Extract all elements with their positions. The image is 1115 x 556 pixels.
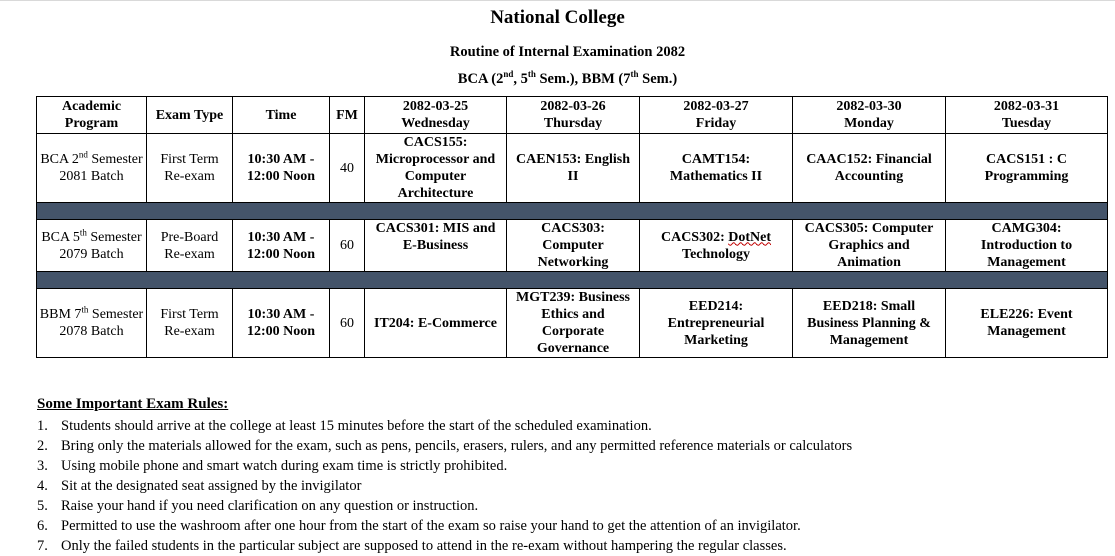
subject-cell: CACS305: Computer Graphics and Animation [793, 220, 946, 272]
college-title: National College [490, 7, 625, 28]
rules-title: Some Important Exam Rules: [37, 396, 229, 412]
subject-cell: CACS303: Computer Networking [507, 220, 640, 272]
list-item: 1. Students should arrive at the college at least 15 minutes before the start of the scheduled examination. [37, 418, 652, 434]
programs-line: BCA (2nd, 5th Sem.), BBM (7th Sem.) [457, 69, 678, 87]
routine-title: Routine of Internal Examination 2082 [449, 44, 686, 60]
subject-cell: EED214: Entrepreneurial Marketing [640, 289, 793, 358]
header-time: Time [233, 97, 330, 134]
row-separator [37, 272, 1108, 289]
header-fm: FM [330, 97, 365, 134]
time-cell: 10:30 AM - 12:00 Noon [233, 220, 330, 272]
spellcheck-underline: DotNet [728, 229, 772, 245]
header-academic-program: Academic Program [37, 97, 147, 134]
academic-program-cell: BCA 5th Semester 2079 Batch [37, 220, 147, 272]
fm-cell: 40 [330, 134, 365, 203]
header-date-1: 2082-03-25 Wednesday [365, 97, 507, 134]
subject-cell: ELE226: Event Management [946, 289, 1108, 358]
subject-cell: CACS301: MIS and E-Business [365, 220, 507, 272]
subject-cell: CACS302: DotNet Technology [640, 220, 793, 272]
list-item: 5. Raise your hand if you need clarification on any question or instruction. [37, 498, 479, 514]
fm-cell: 60 [330, 220, 365, 272]
exam-routine-table [36, 96, 1108, 358]
subject-cell: CAMG304: Introduction to Management [946, 220, 1108, 272]
list-item: 4. Sit at the designated seat assigned by the invigilator [37, 478, 362, 494]
table-row [37, 134, 1108, 203]
academic-program-cell: BBM 7th Semester 2078 Batch [37, 289, 147, 358]
time-cell: 10:30 AM - 12:00 Noon [233, 289, 330, 358]
subject-cell: EED218: Small Business Planning & Management [793, 289, 946, 358]
list-item: 3. Using mobile phone and smart watch during exam time is strictly prohibited. [37, 458, 508, 474]
rules-list [37, 416, 852, 556]
table-row [37, 220, 1108, 272]
subject-cell: CACS151 : C Programming [946, 134, 1108, 203]
subject-cell: CAAC152: Financial Accounting [793, 134, 946, 203]
header-date-5: 2082-03-31 Tuesday [946, 97, 1108, 134]
list-item: 2. Bring only the materials allowed for the exam, such as pens, pencils, erasers, rulers, and any permitted reference materials or calculators [37, 438, 853, 454]
header-date-2: 2082-03-26 Thursday [507, 97, 640, 134]
exam-type-cell: First Term Re-exam [147, 134, 233, 203]
table-row [37, 289, 1108, 358]
subject-cell: IT204: E-Commerce [365, 289, 507, 358]
subject-cell: MGT239: Business Ethics and Corporate Governance [507, 289, 640, 358]
header-date-4: 2082-03-30 Monday [793, 97, 946, 134]
page-top-border [0, 0, 1115, 1]
list-item: 6. Permitted to use the washroom after one hour from the start of the exam so raise your hand to get the attention of an invigilator. [37, 518, 801, 534]
list-item: 7. Only the failed students in the particular subject are supposed to attend in the re-exam without hampering the regular classes. [37, 538, 787, 554]
fm-cell: 60 [330, 289, 365, 358]
header-date-3: 2082-03-27 Friday [640, 97, 793, 134]
subject-cell: CAMT154: Mathematics II [640, 134, 793, 203]
header-exam-type: Exam Type [147, 97, 233, 134]
exam-type-cell: First Term Re-exam [147, 289, 233, 358]
table-header-row [37, 97, 1108, 134]
time-cell: 10:30 AM - 12:00 Noon [233, 134, 330, 203]
subject-cell: CACS155: Microprocessor and Computer Architecture [365, 134, 507, 203]
subject-cell: CAEN153: English II [507, 134, 640, 203]
academic-program-cell: BCA 2nd Semester 2081 Batch [37, 134, 147, 203]
exam-type-cell: Pre-Board Re-exam [147, 220, 233, 272]
row-separator [37, 203, 1108, 220]
